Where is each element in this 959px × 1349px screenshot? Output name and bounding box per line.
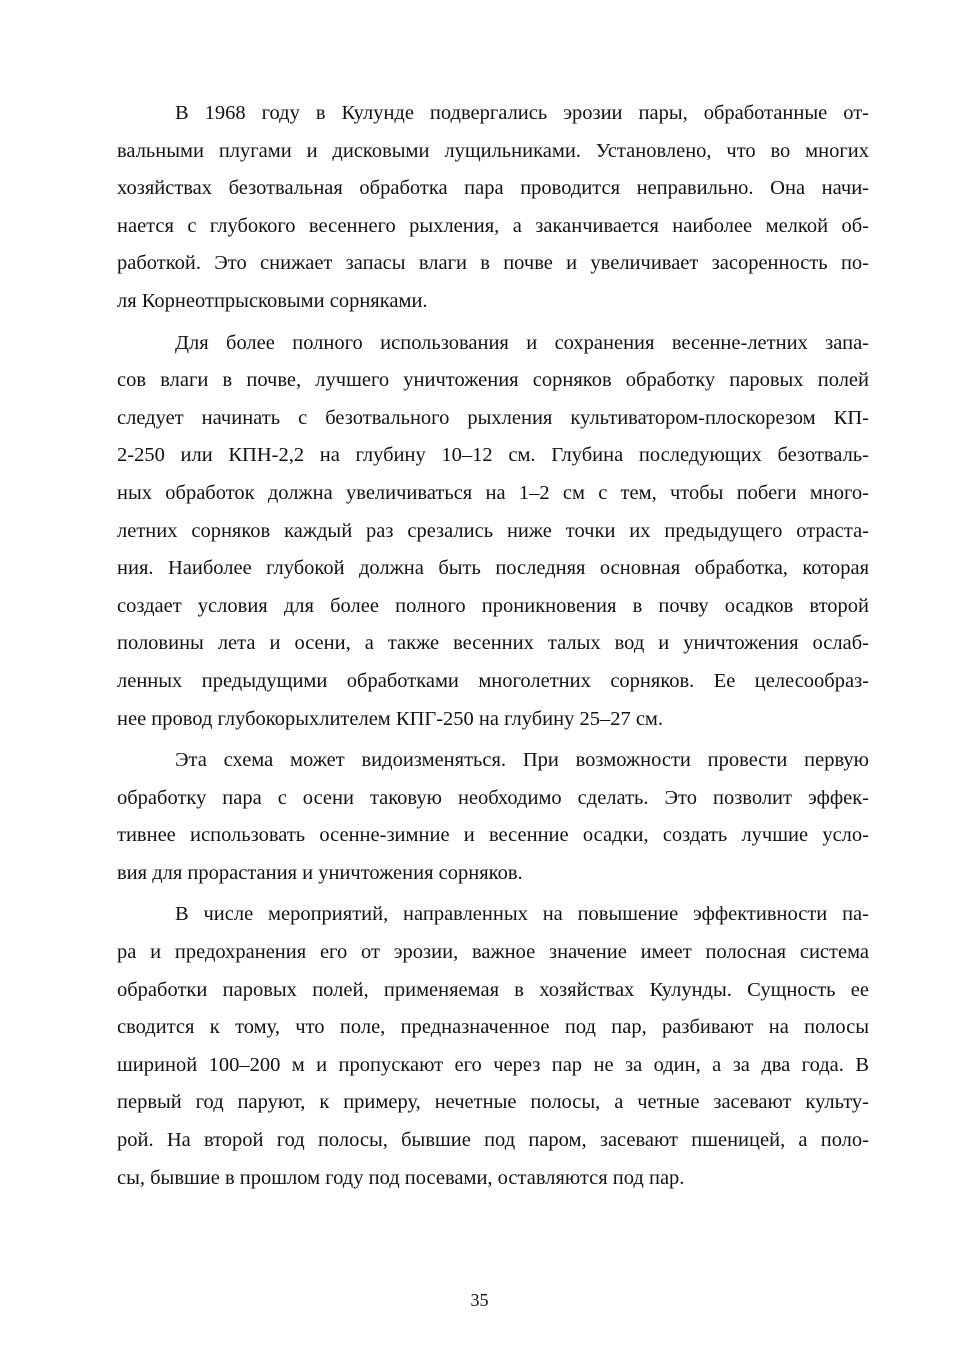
- text-line: обработки паровых полей, применяемая в хозяйствах Кулунды. Сущность ее: [117, 978, 869, 1001]
- text-line: сводится к тому, что поле, предназначенное под пар, разбивают на полосы: [117, 1016, 869, 1039]
- paragraph-3: [117, 742, 869, 892]
- text-line: нается с глубокого весеннего рыхления, а заканчивается наиболее мелкой об-: [117, 214, 869, 237]
- text-line: ния. Наиболее глубокой должна быть последняя основная обработка, которая: [117, 557, 869, 580]
- text-line: 2-250 или КПН-2,2 на глубину 10–12 см. Глубина последующих безотваль-: [117, 444, 869, 467]
- text-line: ра и предохранения его от эрозии, важное значение имеет полосная система: [117, 941, 869, 964]
- text-line: рой. На второй год полосы, бывшие под паром, засевают пшеницей, а поло-: [117, 1129, 869, 1152]
- text-line: обработку пара с осени таковую необходимо сделать. Это позволит эффек-: [117, 786, 869, 809]
- text-line: первый год паруют, к примеру, нечетные полосы, а четные засевают культу-: [117, 1091, 869, 1114]
- text-line: шириной 100–200 м и пропускают его через пар не за один, а за два года. В: [117, 1053, 869, 1076]
- text-line: тивнее использовать осенне-зимние и весенние осадки, создать лучшие усло-: [117, 824, 869, 847]
- paragraph-2: [117, 325, 869, 739]
- text-line: работкой. Это снижает запасы влаги в почве и увеличивает засоренность по-: [117, 252, 869, 275]
- body-text: [117, 95, 869, 1197]
- text-line: В 1968 году в Кулунде подвергались эрозии пары, обработанные от-: [175, 102, 869, 124]
- text-line: половины лета и осени, а также весенних талых вод и уничтожения ослаб-: [117, 632, 869, 655]
- text-line: летних сорняков каждый раз срезались ниже точки их предыдущего отраста-: [117, 519, 869, 542]
- text-line: Эта схема может видоизменяться. При возможности провести первую: [175, 749, 869, 772]
- text-line: нее провод глубокорыхлителем КПГ-250 на глубину 25–27 см.: [117, 707, 664, 730]
- text-line: вия для прорастания и уничтожения сорняков.: [117, 861, 523, 884]
- text-line: следует начинать с безотвального рыхления культиватором-плоскорезом КП-: [117, 406, 869, 429]
- text-line: В числе мероприятий, направленных на повышение эффективности па-: [175, 903, 869, 926]
- text-line: сы, бывшие в прошлом году под посевами, оставляются под пар.: [117, 1166, 685, 1189]
- page-number: 35: [470, 1290, 489, 1310]
- text-line: хозяйствах безотвальная обработка пара проводится неправильно. Она начи-: [117, 177, 869, 200]
- paragraph-1: [117, 95, 869, 321]
- paragraph-4: [117, 896, 869, 1197]
- text-line: Для более полного использования и сохранения весенне-летних запа-: [175, 331, 869, 354]
- text-line: ных обработок должна увеличиваться на 1–2 см с тем, чтобы побеги много-: [117, 481, 869, 504]
- text-line: создает условия для более полного проникновения в почву осадков второй: [117, 594, 869, 617]
- text-line: сов влаги в почве, лучшего уничтожения сорняков обработку паровых полей: [117, 369, 869, 392]
- text-line: вальными плугами и дисковыми лущильниками. Установлено, что во многих: [117, 139, 869, 162]
- text-line: ля Корнеотпрысковыми сорняками.: [117, 289, 428, 312]
- text-line: ленных предыдущими обработками многолетних сорняков. Ее целесообраз-: [117, 669, 869, 692]
